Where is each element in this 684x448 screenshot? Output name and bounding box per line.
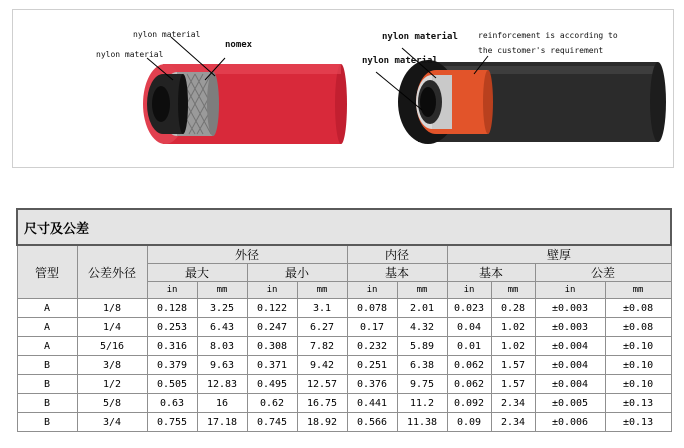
table-cell: 0.755: [147, 413, 197, 432]
table-cell: 0.316: [147, 337, 197, 356]
table-cell: 0.122: [247, 299, 297, 318]
table-cell: 0.232: [347, 337, 397, 356]
label-nylon-material-lower: nylon material: [362, 56, 438, 66]
table-cell: 4.32: [397, 318, 447, 337]
dimension-tolerance-table: [16, 208, 672, 432]
table-row: [17, 413, 671, 432]
table-cell: 16: [197, 394, 247, 413]
table-cell: 0.253: [147, 318, 197, 337]
table-cell: ±0.10: [605, 337, 671, 356]
table-cell: 0.062: [447, 375, 491, 394]
table-cell: 0.04: [447, 318, 491, 337]
table-cell: 0.062: [447, 356, 491, 375]
table-cell: ±0.003: [535, 299, 605, 318]
table-cell: 3/8: [77, 356, 147, 375]
table-cell: 0.247: [247, 318, 297, 337]
table-cell: ±0.08: [605, 299, 671, 318]
table-cell: B: [17, 394, 77, 413]
table-cell: B: [17, 375, 77, 394]
label-nylon-material-inner: nylon material: [133, 30, 201, 39]
table-cell: 1/8: [77, 299, 147, 318]
table-cell: ±0.08: [605, 318, 671, 337]
header-type: 管型: [17, 245, 77, 299]
table-cell: A: [17, 337, 77, 356]
table-row: [17, 356, 671, 375]
header-max: 最大: [147, 264, 247, 282]
table-cell: 6.27: [297, 318, 347, 337]
table-cell: 11.38: [397, 413, 447, 432]
unit-cell: mm: [491, 282, 535, 299]
table-cell: 2.34: [491, 394, 535, 413]
table-cell: 2.34: [491, 413, 535, 432]
table-cell: 5/16: [77, 337, 147, 356]
unit-cell: mm: [605, 282, 671, 299]
table-cell: ±0.10: [605, 356, 671, 375]
unit-cell: in: [247, 282, 297, 299]
unit-cell: mm: [297, 282, 347, 299]
table-cell: 0.566: [347, 413, 397, 432]
table-cell: 0.505: [147, 375, 197, 394]
black-hose-illustration: [358, 10, 670, 167]
table-cell: ±0.003: [535, 318, 605, 337]
table-cell: 12.83: [197, 375, 247, 394]
table-cell: 0.745: [247, 413, 297, 432]
table-cell: 2.01: [397, 299, 447, 318]
table-cell: ±0.004: [535, 337, 605, 356]
table-cell: 0.63: [147, 394, 197, 413]
hose-photo-panel: [12, 9, 674, 168]
table-row: [17, 337, 671, 356]
table-cell: 6.38: [397, 356, 447, 375]
header-outer-diameter: 外径: [147, 245, 347, 264]
table-cell: 6.43: [197, 318, 247, 337]
table-cell: 0.28: [491, 299, 535, 318]
table-cell: 0.495: [247, 375, 297, 394]
table-cell: ±0.005: [535, 394, 605, 413]
label-nylon-material-outer: nylon material: [96, 50, 164, 59]
unit-cell: in: [147, 282, 197, 299]
table-cell: 3.25: [197, 299, 247, 318]
header-basic-id: 基本: [347, 264, 447, 282]
table-row: [17, 318, 671, 337]
table-cell: 0.023: [447, 299, 491, 318]
header-wall-thickness: 壁厚: [447, 245, 671, 264]
table-cell: 0.62: [247, 394, 297, 413]
unit-cell: in: [535, 282, 605, 299]
table-cell: ±0.004: [535, 375, 605, 394]
header-min: 最小: [247, 264, 347, 282]
header-tolerance: 公差: [535, 264, 671, 282]
table-cell: A: [17, 299, 77, 318]
table-cell: 1/2: [77, 375, 147, 394]
header-inner-diameter: 内径: [347, 245, 447, 264]
table-cell: ±0.13: [605, 413, 671, 432]
label-reinforcement-line1: reinforcement is according to: [478, 31, 618, 40]
table-cell: 9.42: [297, 356, 347, 375]
table-cell: 11.2: [397, 394, 447, 413]
table-cell: 1/4: [77, 318, 147, 337]
table-cell: 16.75: [297, 394, 347, 413]
table-cell: 0.379: [147, 356, 197, 375]
table-cell: 18.92: [297, 413, 347, 432]
table-cell: 9.63: [197, 356, 247, 375]
table-cell: 1.57: [491, 375, 535, 394]
table-cell: B: [17, 413, 77, 432]
table-cell: 0.09: [447, 413, 491, 432]
table-cell: 0.01: [447, 337, 491, 356]
table-cell: 7.82: [297, 337, 347, 356]
label-reinforcement-line2: the customer's requirement: [478, 46, 604, 55]
label-nomex: nomex: [225, 40, 253, 50]
table-row: [17, 299, 671, 318]
unit-cell: mm: [397, 282, 447, 299]
table-cell: 0.17: [347, 318, 397, 337]
table-cell: ±0.13: [605, 394, 671, 413]
table-cell: 0.128: [147, 299, 197, 318]
table-cell: 1.57: [491, 356, 535, 375]
table-cell: 12.57: [297, 375, 347, 394]
table-cell: 9.75: [397, 375, 447, 394]
table-cell: 8.03: [197, 337, 247, 356]
table-row: [17, 375, 671, 394]
table-cell: 3.1: [297, 299, 347, 318]
red-hose-image: [73, 10, 353, 167]
table-cell: 0.371: [247, 356, 297, 375]
table-cell: ±0.004: [535, 356, 605, 375]
table-cell: 0.376: [347, 375, 397, 394]
table-cell: 1.02: [491, 318, 535, 337]
table-cell: 3/4: [77, 413, 147, 432]
table-cell: 1.02: [491, 337, 535, 356]
table-cell: 5.89: [397, 337, 447, 356]
table-cell: B: [17, 356, 77, 375]
table-cell: 0.441: [347, 394, 397, 413]
header-tolerance-od: 公差外径: [77, 245, 147, 299]
red-hose-illustration: [73, 10, 353, 167]
unit-cell: in: [347, 282, 397, 299]
unit-cell: mm: [197, 282, 247, 299]
table-cell: 17.18: [197, 413, 247, 432]
unit-cell: in: [447, 282, 491, 299]
table-row: [17, 394, 671, 413]
header-basic-wall: 基本: [447, 264, 535, 282]
table-cell: 0.308: [247, 337, 297, 356]
table-cell: A: [17, 318, 77, 337]
table-cell: 5/8: [77, 394, 147, 413]
table-cell: ±0.006: [535, 413, 605, 432]
table-cell: 0.251: [347, 356, 397, 375]
table-cell: ±0.10: [605, 375, 671, 394]
table-cell: 0.092: [447, 394, 491, 413]
label-nylon-material-upper: nylon material: [382, 32, 458, 42]
table-cell: 0.078: [347, 299, 397, 318]
table-title: 尺寸及公差: [17, 209, 671, 245]
